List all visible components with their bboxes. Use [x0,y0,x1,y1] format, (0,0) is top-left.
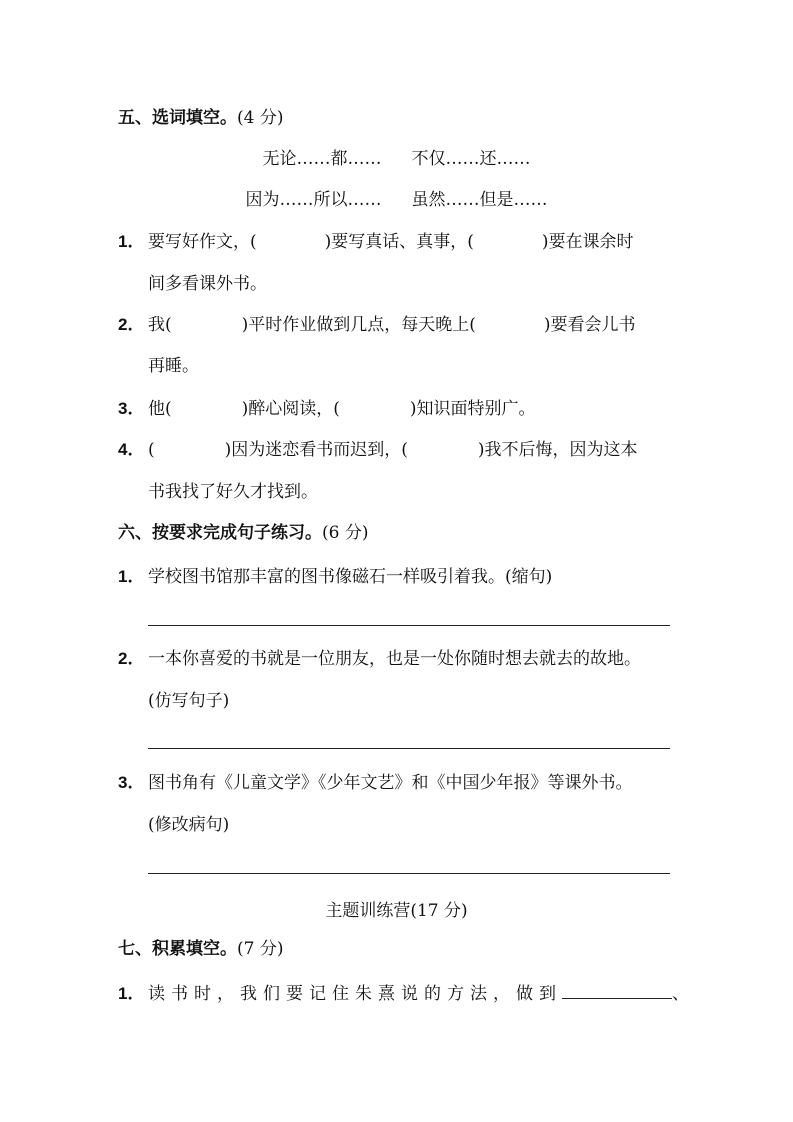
question-text: 学校图书馆那丰富的图书像磁石一样吸引着我。(缩句) [148,567,553,587]
section6-question-2 [118,647,641,671]
question-number: 1． [118,984,145,1003]
section5-question-1 [118,230,634,254]
question-note: (仿写句子) [148,691,230,711]
question-text: 图书角有《儿童文学》《少年文艺》和《中国少年报》等课外书。 [148,773,633,793]
section6-heading [118,521,368,545]
question-number: 4． [118,440,145,459]
question-text: )要写真话、真事，( [324,232,474,252]
section5-score: (4 分) [237,108,284,128]
section6-question-1 [118,565,552,589]
section5-question-4 [118,438,638,462]
section6-title: 六、按要求完成句子练习。 [118,523,322,543]
question-text: 一本你喜爱的书就是一位朋友，也是一处你随时想去就去的故地。 [148,649,641,669]
question-text: )知识面特别广。 [409,399,536,419]
answer-line[interactable] [148,748,670,749]
section5-title: 五、选词填空。 [118,108,237,128]
section7-heading [118,937,283,961]
word-options-row-2 [0,188,793,212]
section6-question-2-note [148,689,229,713]
question-text: 间多看课外书。 [148,274,267,294]
question-number: 3． [118,773,145,792]
question-text: ( [148,440,155,460]
section7-score: (7 分) [237,939,284,959]
section5-question-2-cont [148,354,199,378]
section6-question-3-note [148,813,229,837]
word-option: 不仅……还…… [411,149,531,169]
section6-question-3 [118,771,633,795]
word-option: 无论……都…… [262,149,382,169]
camp-title [0,899,793,923]
question-text: 书我找了好久才找到。 [148,482,318,502]
question-text: 读书时，我们要记住朱熹说的方法，做到 [148,984,562,1004]
question-number: 2． [118,315,145,334]
question-number: 3． [118,399,145,418]
section5-question-1-cont [148,272,267,296]
question-text: )醉心阅读，( [241,399,340,419]
question-text: )因为迷恋看书而迟到，( [224,440,408,460]
question-number: 2． [118,649,145,668]
question-text: 再睡。 [148,356,199,376]
word-options-row-1 [0,147,793,171]
word-option: 因为……所以…… [245,190,382,210]
question-number: 1． [118,232,145,251]
answer-line[interactable] [148,873,670,874]
question-text: 、 [672,984,689,1004]
question-text: 我( [148,315,172,335]
word-option: 虽然……但是…… [411,190,548,210]
question-text: )我不后悔，因为这本 [477,440,638,460]
question-text: )平时作业做到几点，每天晚上( [241,315,476,335]
question-text: )要看会儿书 [543,315,636,335]
question-number: 1． [118,567,145,586]
section6-score: (6 分) [322,523,369,543]
question-text: 他( [148,399,172,419]
section5-question-4-cont [148,480,318,504]
question-text: 要写好作文，( [148,232,257,252]
answer-line[interactable] [148,625,670,626]
section7-title: 七、积累填空。 [118,939,237,959]
question-text: )要在课余时 [541,232,634,252]
section7-question-1 [118,981,689,1006]
question-note: (修改病句) [148,815,230,835]
camp-title-text: 主题训练营(17 分) [325,901,468,921]
section5-question-3 [118,397,536,421]
section5-heading [118,106,283,130]
section5-question-2 [118,313,636,337]
fill-blank[interactable] [562,981,672,999]
